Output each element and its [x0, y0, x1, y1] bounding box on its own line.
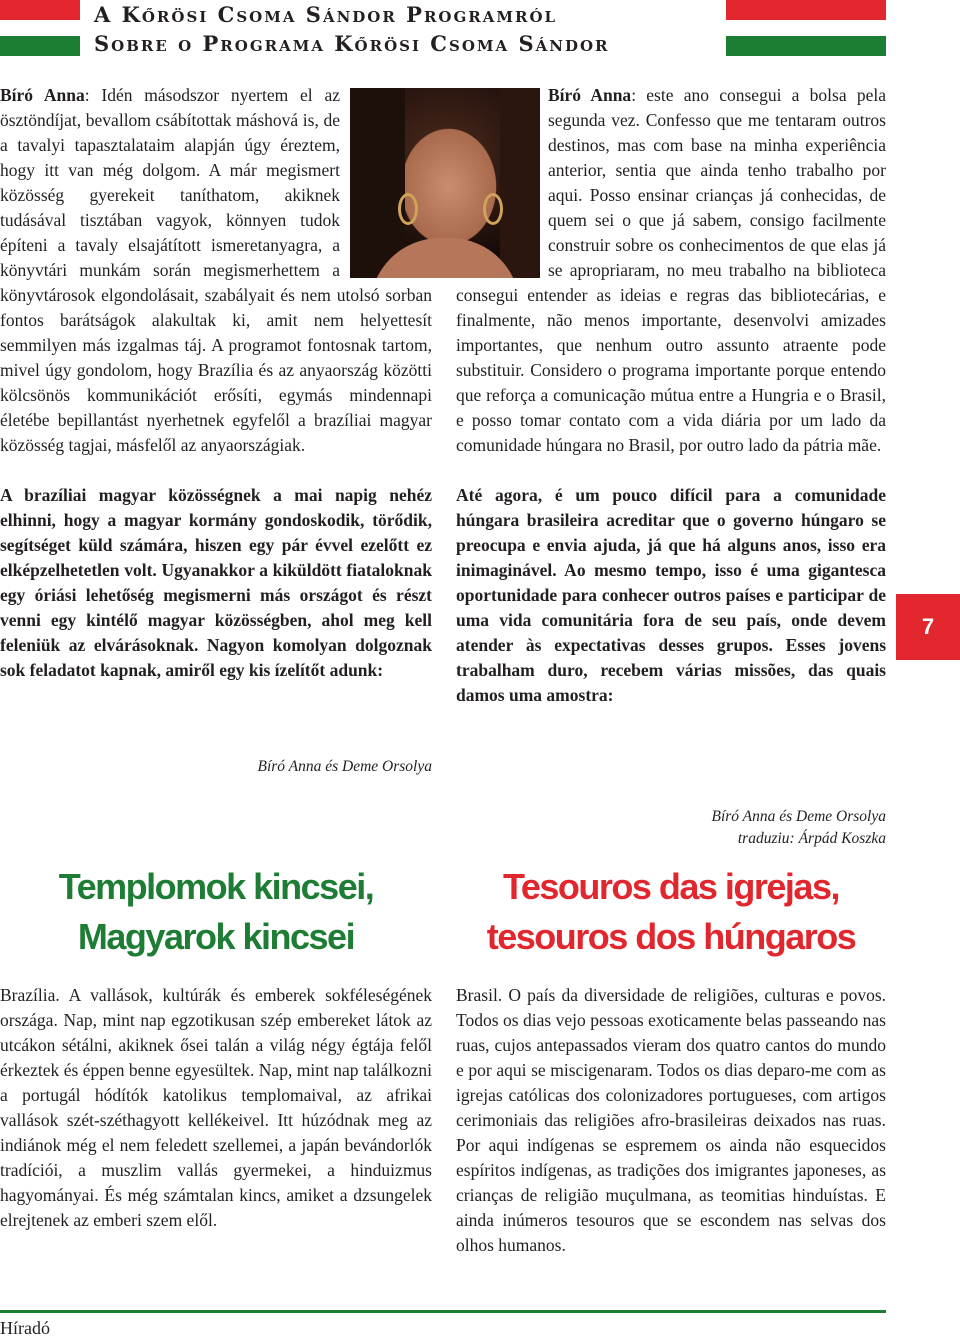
header-bar-green-right	[726, 36, 886, 56]
section-title-portuguese	[456, 862, 886, 962]
hungarian-bold-paragraph: A brazíliai magyar közösségnek a mai napig nehéz elhinni, hogy a magyar kormány gondoskodik, törődik, segítséget küld számára, hiszen egy pár évvel ezelőtt ez elképzelhetetlen volt. Ugyanakkor a kiküldött fiataloknak egy óriási lehetőség megismerni más országot és részt venni egy kintélő magyar közösségben, ahol meg kell feleniük az elvárásoknak. Nagyon komolyan dolgoznak sok feladatot kapnak, amiről egy kis ízelítőt adunk:	[0, 485, 432, 680]
speaker-name: Bíró Anna	[0, 85, 85, 105]
speaker-name: Bíró Anna	[548, 85, 632, 105]
portuguese-intro-column	[456, 83, 886, 708]
article-paragraph: Brazília. A vallások, kultúrák és emberek sokféleségének országa. Nap, mint nap egzotikusan szép embereket látok az utcákon sétálni, akiknek ősei talán a világ négy égtája felől érkeztek és éppen benne egyesültek. Nap, mint nap találkozni a portugál hódítók katolikus templomaival, az afrikai vallások szét-széthagyott kellékeivel. Itt húzódnak meg az indiánok még el nem feledett szellemei, a japán bevándorlók tradíciói, a muszlim vallás gyermekei, a hinduizmus hagyományai. És még számtalan kincs, amiket a dzsungelek elrejtenek az emberi szem elől.	[0, 985, 432, 1230]
header-bar-green-left	[0, 36, 80, 56]
header-bar-red-right	[726, 0, 886, 20]
byline-translator: traduziu: Árpád Koszka	[737, 830, 886, 847]
hungarian-intro-column	[0, 83, 432, 683]
section-title-line: Templomok kincsei,	[58, 866, 374, 907]
footer-divider	[0, 1310, 886, 1313]
interview-text: : Idén másodszor nyertem el az ösztöndíjat, bevallom csábítottak máshová is, de a tavalyi tapasztalataim alapján úgy éreztem, hogy itt van még dolgom. A már megismert közösség gyerekeit taníthatom, akiknek tudásával tisztában vagyok, könnyen tudok építeni a tavaly elsajátított ismeretanyagra, a könyvtári munkám során megismerhettem a könyvtárosok elgondolásait, szabályait és nem utolsó sorban fontos barátságok alakultak ki, amit nem helyettesít semmilyen más izgalmas táj. A programot fontosnak tartom, mivel úgy gondolom, hogy Brazília és az anyaország közötti kölcsönös kommunikációt erősíti, egymás mindennapi életébe bepillantást nyerhetnek egyfelől a brazíliai magyar közösség tagjai, másfelől az anyaországiak.	[0, 85, 432, 455]
section-title-line: tesouros dos húngaros	[486, 916, 856, 957]
byline-portuguese	[456, 806, 886, 850]
article-paragraph: Brasil. O país da diversidade de religiões, culturas e povos. Todos os dias vejo pessoas exoticamente belas passeando nas ruas, cujos antepassados vieram dos quatro cantos do mundo e por aqui se miscigenaram. Todos os dias deparo-me com as igrejas católicas dos colonizadores portugueses, com artigos cerimoniais das religiões afro-brasileiras deixados nas ruas. Por aqui indígenas se espremem os ainda não esquecidos espíritos indígenas, as tradições dos imigrantes japoneses, as crianças de religião muçulmana, as teomitias hinduístas. E ainda inúmeros tesouros que se escondem nas selvas dos olhos humanos.	[456, 985, 886, 1255]
section-title-line: Magyarok kincsei	[77, 916, 355, 957]
header-title-portuguese: Sobre o Programa Kőrösi Csoma Sándor	[94, 31, 610, 56]
section-title-line: Tesouros das igrejas,	[503, 866, 839, 907]
page-number: 7	[896, 594, 960, 660]
section-title-hungarian	[0, 862, 432, 962]
header-bar-red-left	[0, 0, 80, 20]
header-title-hungarian: A Kőrösi Csoma Sándor Programról	[94, 2, 558, 27]
byline-hungarian: Bíró Anna és Deme Orsolya	[257, 758, 432, 775]
interview-text: : este ano consegui a bolsa pela segunda vez. Confesso que me tentaram outros destinos, mas com base na minha experiência anterior, sentia que ainda tenho trabalho por aqui. Posso ensinar crianças já conhecidas, de quem sei o que já sabem, consigo facilmente construir sobre os conhecimentos de que elas já se apropriaram, no meu trabalho na biblioteca consegui entender as ideias e regras das bibliotecárias, e finalmente, não menos importante, desenvolvi amizades importantes, que nenhum outro assunto atraente pode substituir. Considero o programa importante porque entendo que reforça a comunicação mútua entre a Hungria e o Brasil, e posso tomar contato com a vida diária por um lado da comunidade húngara no Brasil, por outro lado da pátria mãe.	[456, 85, 886, 455]
byline-authors: Bíró Anna és Deme Orsolya	[711, 808, 886, 825]
footer-publication-name: Híradó	[0, 1318, 50, 1338]
portuguese-bold-paragraph: Até agora, é um pouco difícil para a comunidade húngara brasileira acreditar que o governo húngaro se preocupa e envia ajuda, já que há alguns anos, isso era inimaginável. Ao mesmo tempo, isso é uma gigantesca oportunidade para conhecer outros países e participar de uma vida comunitária fora de seu país, onde devem atender às expectativas desses grupos. Esses jovens trabalham duro, recebem várias missões, das quais damos uma amostra:	[456, 485, 886, 705]
portuguese-article-body	[456, 983, 886, 1258]
hungarian-article-body	[0, 983, 432, 1233]
